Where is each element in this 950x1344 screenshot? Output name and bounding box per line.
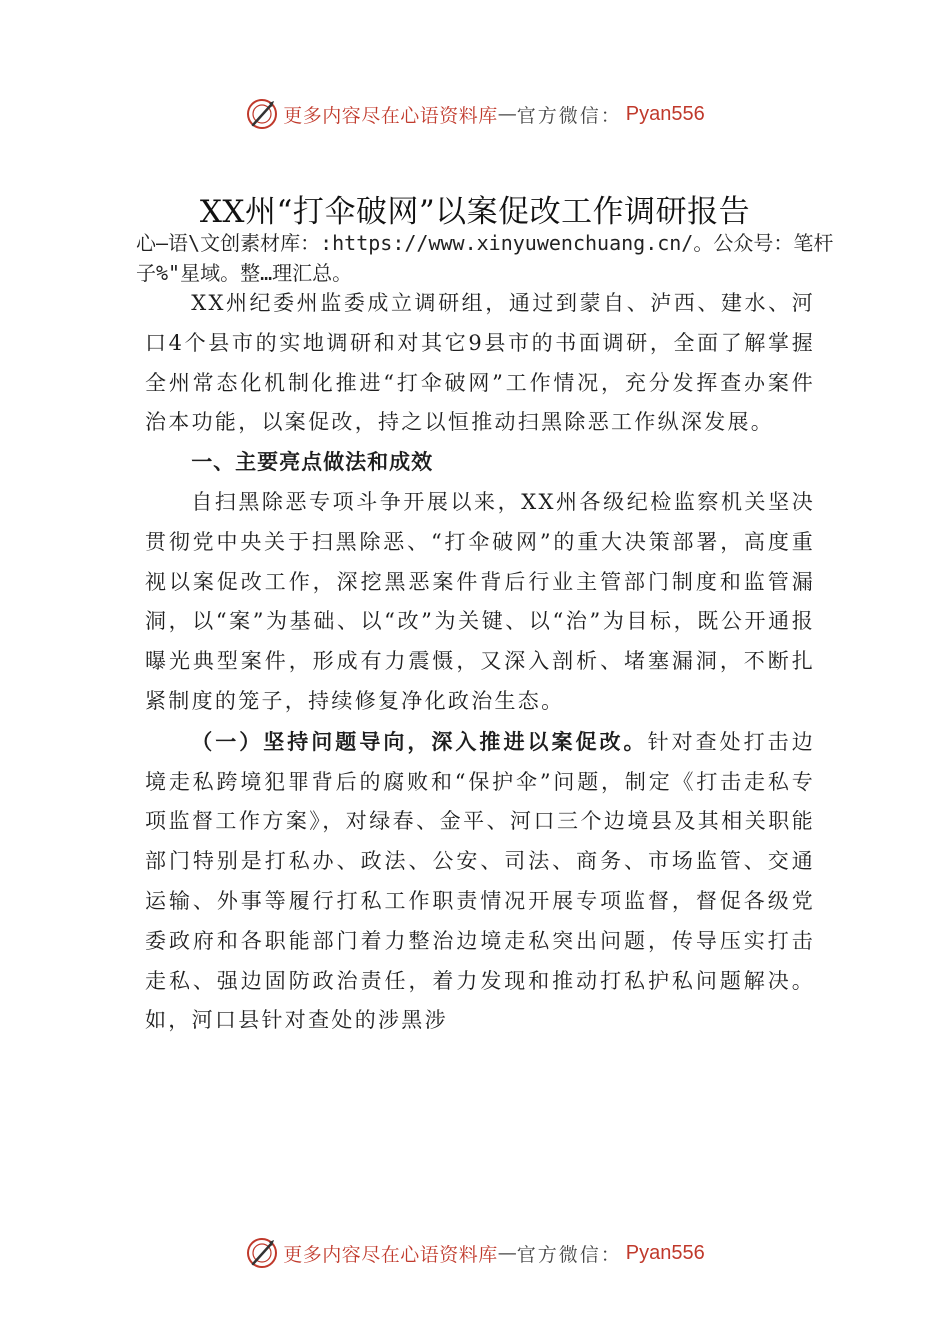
watermark-wechat-id: Pyan556 bbox=[625, 102, 705, 125]
watermark-footer bbox=[0, 1233, 950, 1273]
watermark-dash: — bbox=[497, 103, 517, 125]
watermark-dash: — bbox=[497, 1242, 517, 1264]
watermark-wechat-label: 官方微信： bbox=[516, 104, 622, 127]
brush-logo-icon bbox=[245, 1236, 279, 1270]
brush-logo-icon bbox=[245, 97, 279, 131]
source-line: 心—语\文创素材库：:https://www.xinyuwenchuang.cn/。公众号：笔杆子%"星域。整…理汇总。 bbox=[136, 231, 834, 285]
document-body bbox=[145, 284, 815, 1041]
subsection-text: 针对查处打击边境走私跨境犯罪背后的腐败和“保护伞”问题，制定《打击走私专项监督工作方案》，对绿春、金平、河口三个边境县及其相关职能部门特别是打私办、政法、公安、司法、商务、市场监管、交通运输、外事等履行打私工作职责情况开展专项监督，督促各级党委政府和各职能部门着力整治边境走私突出问题，传导压实打击走私、强边固防政治责任，着力发现和推动打私护私问题解决。如，河口县针对查处的涉黑涉 bbox=[145, 729, 815, 1033]
document-title: XX州“打伞破网”以案促改工作调研报告 bbox=[199, 194, 751, 230]
watermark-header bbox=[0, 94, 950, 134]
watermark-text: 更多内容尽在心语资料库 bbox=[283, 1243, 498, 1266]
subsection-paragraph bbox=[145, 722, 815, 1041]
intro-paragraph: XX州纪委州监委成立调研组，通过到蒙自、泸西、建水、河口4个县市的实地调研和对其它9县市的书面调研，全面了解掌握全州常态化机制化推进“打伞破网”工作情况，充分发挥查办案件治本功能，以案促改，持之以恒推动扫黑除恶工作纵深发展。 bbox=[145, 291, 815, 435]
watermark-wechat-label: 官方微信： bbox=[516, 1243, 622, 1266]
watermark-wechat-id: Pyan556 bbox=[625, 1241, 705, 1264]
section-heading: 一、主要亮点做法和成效 bbox=[191, 450, 434, 475]
subsection-lead: （一）坚持问题导向，深入推进以案促改。 bbox=[191, 728, 648, 754]
section-paragraph: 自扫黑除恶专项斗争开展以来，XX州各级纪检监察机关坚决贯彻党中央关于扫黑除恶、“打伞破网”的重大决策部署，高度重视以案促改工作，深挖黑恶案件背后行业主管部门制度和监管漏洞，以“案”为基础、以“改”为关键、以“治”为目标，既公开通报曝光典型案件，形成有力震慑，又深入剖析、堵塞漏洞，不断扎紧制度的笼子，持续修复净化政治生态。 bbox=[145, 489, 815, 713]
watermark-text: 更多内容尽在心语资料库 bbox=[283, 104, 498, 127]
